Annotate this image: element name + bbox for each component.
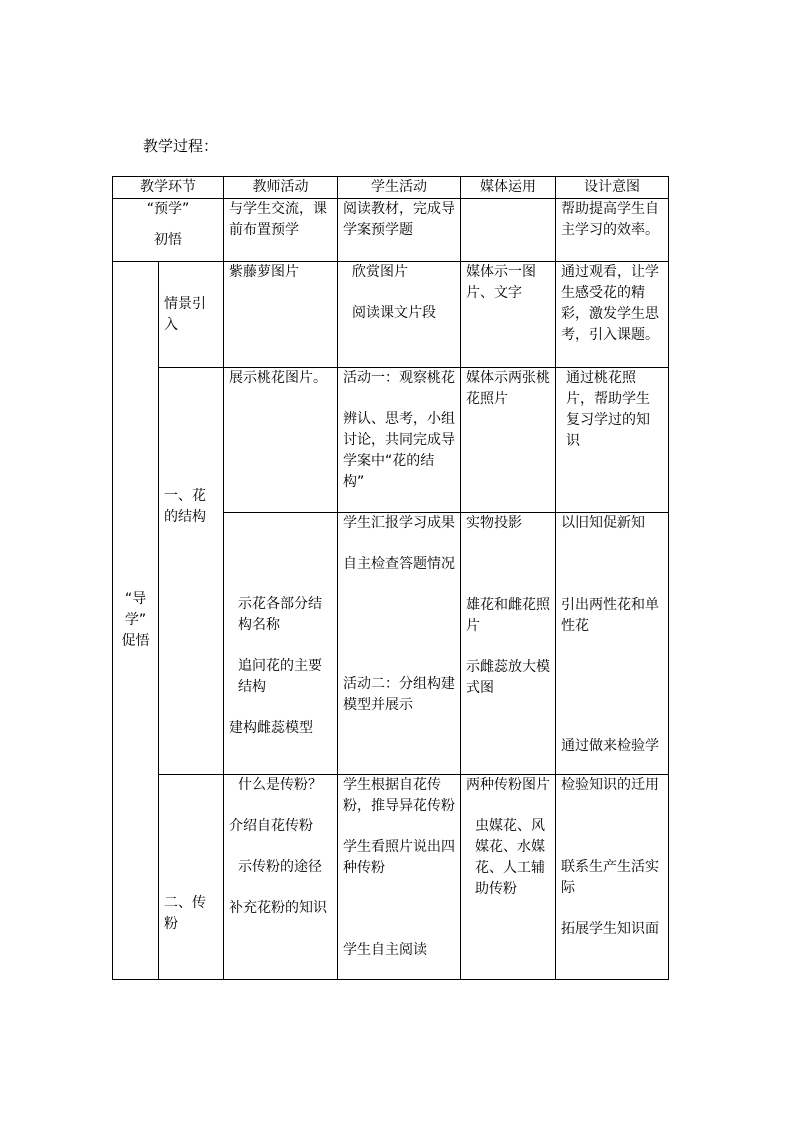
stage-preview: “预学” 初悟 [113,199,224,262]
sub-intro: 情景引入 [159,262,224,368]
col-header-media: 媒体运用 [461,177,556,199]
col-header-teacher: 教师活动 [224,177,338,199]
flower2-student: 学生汇报学习成果 自主检查答题情况 活动二：分组构建模型并展示 [338,513,461,775]
preview-student: 阅读教材，完成导学案预学题 [338,199,461,262]
intro-student: 欣赏图片 阅读课文片段 [338,262,461,368]
flower2-teacher: 示花各部分结构名称 追问花的主要结构 建构雌蕊模型 [224,513,338,775]
preview-teacher: 与学生交流，课前布置预学 [224,199,338,262]
flower2-media: 实物投影 雄花和雌花照片 示雌蕊放大模式图 [461,513,556,775]
preview-media [461,199,556,262]
flower1-media: 媒体示两张桃花照片 [461,368,556,513]
flower1-intent: 通过桃花照片，帮助学生复习学过的知识 [556,368,669,513]
pollination-media: 两种传粉图片 虫媒花、风媒花、水媒花、人工辅助传粉 [461,775,556,980]
table-row-preview [113,199,669,262]
pollination-student: 学生根据自花传粉，推导异花传粉 学生看照片说出四种传粉 学生自主阅读 [338,775,461,980]
pollination-intent: 检验知识的迁用 联系生产生活实际 拓展学生知识面 [556,775,669,980]
header-row [113,177,669,199]
page-heading: 教学过程： [143,137,219,155]
intro-intent: 通过观看，让学生感受花的精彩，激发学生思考，引入课题。 [556,262,669,368]
sub-pollination: 二、传粉 [159,775,224,980]
lesson-table [112,176,669,980]
table-row-intro [113,262,669,368]
col-header-stage: 教学环节 [113,177,224,199]
col-header-student: 学生活动 [338,177,461,199]
intro-media: 媒体示一图片、文字 [461,262,556,368]
sub-flower: 一、花的结构 [159,368,224,775]
table-row-flower-1 [113,368,669,513]
flower1-student: 活动一：观察桃花 辨认、思考，小组讨论，共同完成导学案中“花的结构” [338,368,461,513]
flower2-intent: 以旧知促新知 引出两性花和单性花 通过做来检验学 [556,513,669,775]
preview-intent: 帮助提高学生自主学习的效率。 [556,199,669,262]
stage-guide: “导学” 促悟 [113,262,159,980]
col-header-intent: 设计意图 [556,177,669,199]
flower1-teacher: 展示桃花图片。 [224,368,338,513]
table-row-pollination [113,775,669,980]
pollination-teacher: 什么是传粉？ 介绍自花传粉 示传粉的途径 补充花粉的知识 [224,775,338,980]
intro-teacher: 紫藤萝图片 [224,262,338,368]
